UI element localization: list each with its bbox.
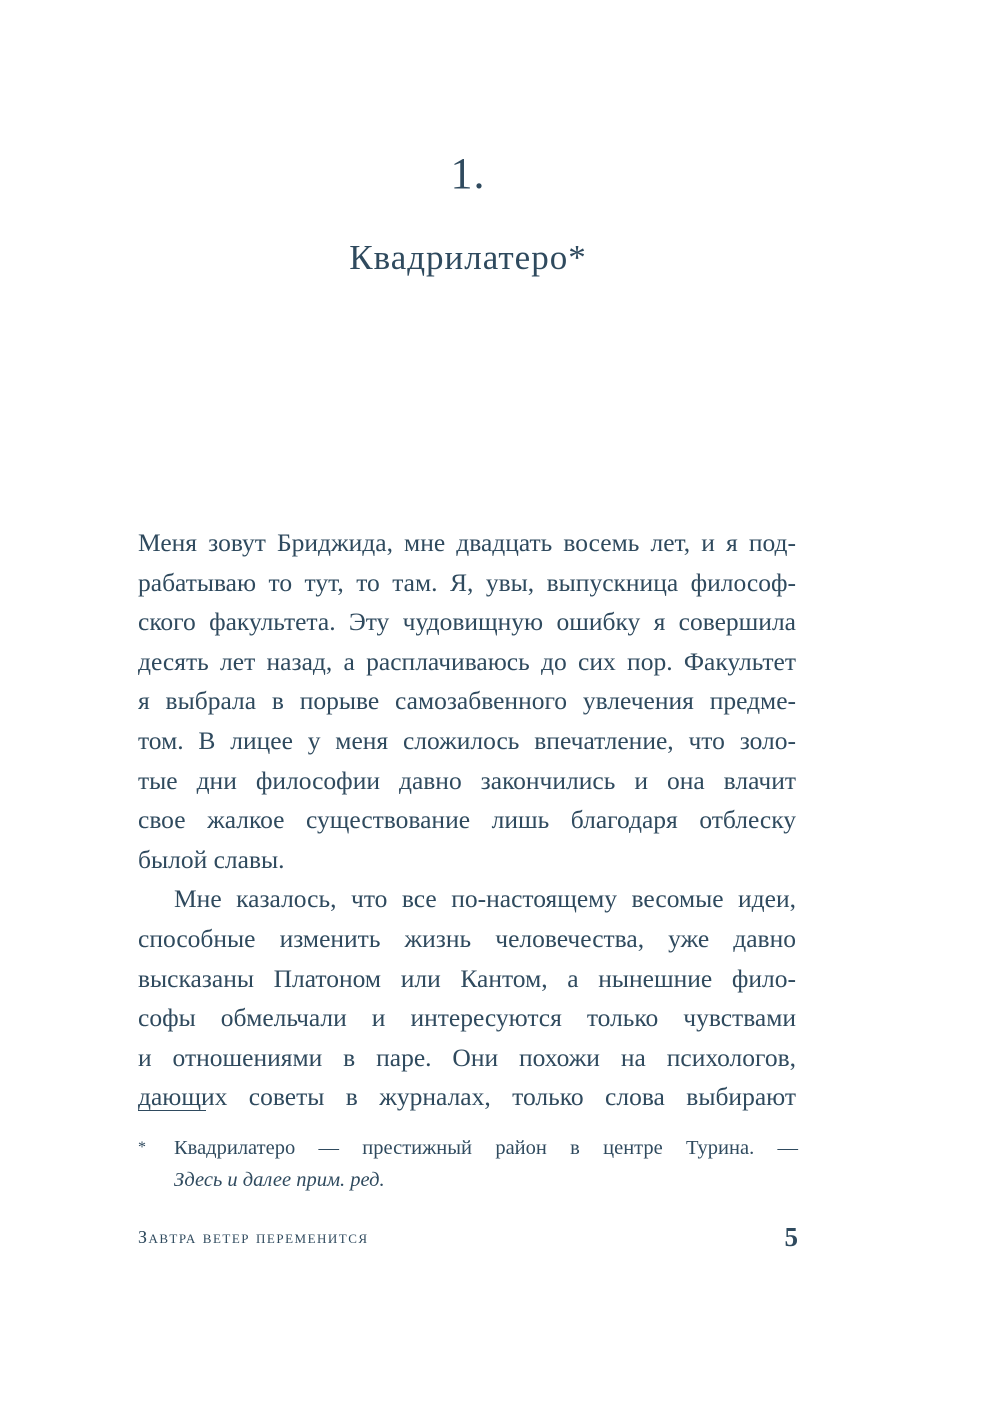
text-line: и отношениями в паре. Они похожи на психологов, bbox=[138, 1042, 796, 1072]
text-line: софы обмельчали и интересуются только чувствами bbox=[138, 1003, 796, 1033]
text-line: Мне казалось, что все по-настоящему весомые идеи, bbox=[174, 884, 796, 914]
footnote-line: Здесь и далее прим. ред. bbox=[174, 1169, 385, 1191]
text-line: Меня зовут Бриджида, мне двадцать восемь лет, и я под- bbox=[138, 528, 796, 557]
text-line: дающих советы в журналах, только слова выбирают bbox=[138, 1082, 796, 1112]
text-line: свое жалкое существование лишь благодаря отблеску bbox=[138, 805, 796, 835]
chapter-title: Квадрилатеро* bbox=[349, 238, 587, 277]
footnote-line: Квадрилатеро — престижный район в центре Турина. — bbox=[174, 1137, 798, 1159]
text-line: способные изменить жизнь человечества, уже давно bbox=[138, 923, 796, 953]
text-line: том. В лицее у меня сложилось впечатление, что золо- bbox=[138, 725, 796, 755]
page-number: 5 bbox=[784, 1222, 798, 1252]
footnote-mark: * bbox=[138, 1139, 146, 1156]
text-line: десять лет назад, а расплачиваюсь до сих пор. Факультет bbox=[138, 646, 796, 676]
text-line: рабатываю то тут, то там. Я, увы, выпускница философ- bbox=[138, 567, 796, 597]
body-text bbox=[138, 523, 796, 1117]
text-line: ского факультета. Эту чудовищную ошибку я совершила bbox=[138, 607, 796, 637]
chapter-number: 1. bbox=[450, 149, 486, 198]
running-title: Завтра ветер переменится bbox=[138, 1227, 369, 1247]
text-line: былой славы. bbox=[138, 844, 285, 874]
text-line: высказаны Платоном или Кантом, а нынешние фило- bbox=[138, 963, 796, 993]
footnote-rule bbox=[138, 1110, 206, 1111]
text-line: я выбрала в порыве самозабвенного увлечения предме- bbox=[138, 686, 796, 716]
text-line: тые дни философии давно закончились и она влачит bbox=[138, 765, 796, 795]
footnote bbox=[138, 1132, 798, 1196]
